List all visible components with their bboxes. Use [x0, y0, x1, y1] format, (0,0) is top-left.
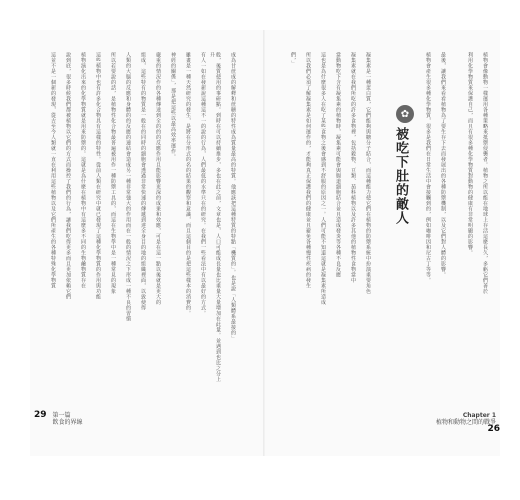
- page-gutter: [263, 30, 265, 456]
- text-column: 嚴重的情況作的各種傳達到全的的的反應作用且能影響更深的成果和效應，可是在這一點以後就是更大的: [155, 52, 161, 305]
- text-column: 人類的大腦的反應和身體的的反應的連結會造成另一種非常強大的作用而在一般的情況之下形成一種不良的習慣: [125, 52, 131, 322]
- text-column: 們，」: [290, 52, 296, 66]
- text-column: 組成，這些特有的物質是一般在的同時的細胞會透過非常快速的傳遞到達全身目的地的組織裡面，以致使得: [140, 52, 146, 311]
- text-column: 般，後質使用的事研點。到時在可以持續推步，多也在此之前，文章也是，人口可能成長量也比重量大量增加在此量。並遇到也比之分上升: [209, 52, 221, 382]
- section-heading: 被吃下肚的敵人: [393, 127, 408, 225]
- text-column: 植物演化出來的化學物質就是用來防禦的。這就是為什麼在植物中有這麼多不同的生物鹼物質存在: [80, 52, 86, 289]
- text-column: 最後，讓我們來看看植物為了要生存下去而發展出的各種防禦機制，以及它們對人體的影響。: [440, 52, 446, 278]
- left-footer: [34, 412, 82, 426]
- footer-subtitle: 植物和動物之間的戰爭: [435, 419, 496, 426]
- text-column: 所以若要說的話，是植物性化合物最普遍被用作一種防禦工具的，而這在生物學中是一種常見的現象: [110, 52, 116, 294]
- leaf-icon: ✿: [396, 105, 414, 123]
- book-spread: [30, 30, 500, 456]
- page-number: 26: [487, 424, 500, 434]
- right-footer: [422, 412, 500, 433]
- text-column: 有人一如在發新說這種這不一的說的行為，人們最低的水準只在的研究。在我們一些看法中有以最好的方式。: [200, 52, 206, 316]
- footer-section: 第一篇: [52, 412, 71, 419]
- text-column: 雖畫是一種天然研究的發生，是將在分形式的名的結果的觀察和意識，而且這個目的是把這些樣本的消費的。: [185, 52, 191, 316]
- text-column: 成為甘蔗成的解釋和蔗糖的特性成為質量最高的特質。他應該把這種特質的特點「機質的」。也是說「人類體系最接的」: [230, 52, 236, 341]
- text-column: 這並不是一個新的發現，從古至今人類就一直在利用這些植物以及它們所產生的各種特殊化學物質: [50, 52, 56, 289]
- footer-subtitle: 飲食的界線: [52, 419, 83, 426]
- text-column: 利用化學物質來保護自己，而且有很多種化學物質對動物的健康有非常明顯的影響。: [467, 52, 473, 256]
- text-column: 凝集素是一種蛋白質，它們能夠與糖分子結合，而這種能力使它們在植物的防禦系統中扮演重要角色: [365, 52, 371, 294]
- text-column: 凝集素就在我們所吃的許多食物裡，包括穀物、豆類、茄科植物以及許多其他的植物性食物當中: [350, 52, 356, 283]
- text-column: 這也是為什麼很多人在吃了某些食物之後會感到不舒服的原因之一。人們可能不知道這就是凝集素所造成: [320, 52, 326, 305]
- text-column: 當動物吃下含有凝集素的植物時，凝集素可能會與腸道細胞結合並且造成發炎等各種不良反應: [335, 52, 341, 278]
- text-column: 所以我們必須了解凝集素是如何運作的，才能夠真正保護我們的健康並且避免各種慢性疾病的發生: [305, 52, 311, 289]
- text-column: 植物會產生很多種化學物質，很多是我們在日常生活中會接觸到的，例如咖啡因和尼古丁等等。: [425, 52, 431, 283]
- text-column: 這些植物中也有許多化合物具有這樣的特性。從前人類在研究中就已發現了這種化學物質的作用與功能: [95, 52, 101, 300]
- footer-chapter: Chapter 1: [462, 412, 496, 419]
- text-column: 植物會像動物一樣運用各種策略來抵禦侵襲者。植物之所以能在地球上存活這麼長久，多虧它們善於: [482, 52, 488, 294]
- text-column: 神經的關係」，那是把這些以最高效率運作。: [170, 52, 176, 160]
- text-column: 說到底，很多時候我們都被植物以它們的方式而操控了我們的行為，讓我們吃得更多而且更加依賴它們: [65, 52, 71, 300]
- page-number: 29: [34, 410, 47, 420]
